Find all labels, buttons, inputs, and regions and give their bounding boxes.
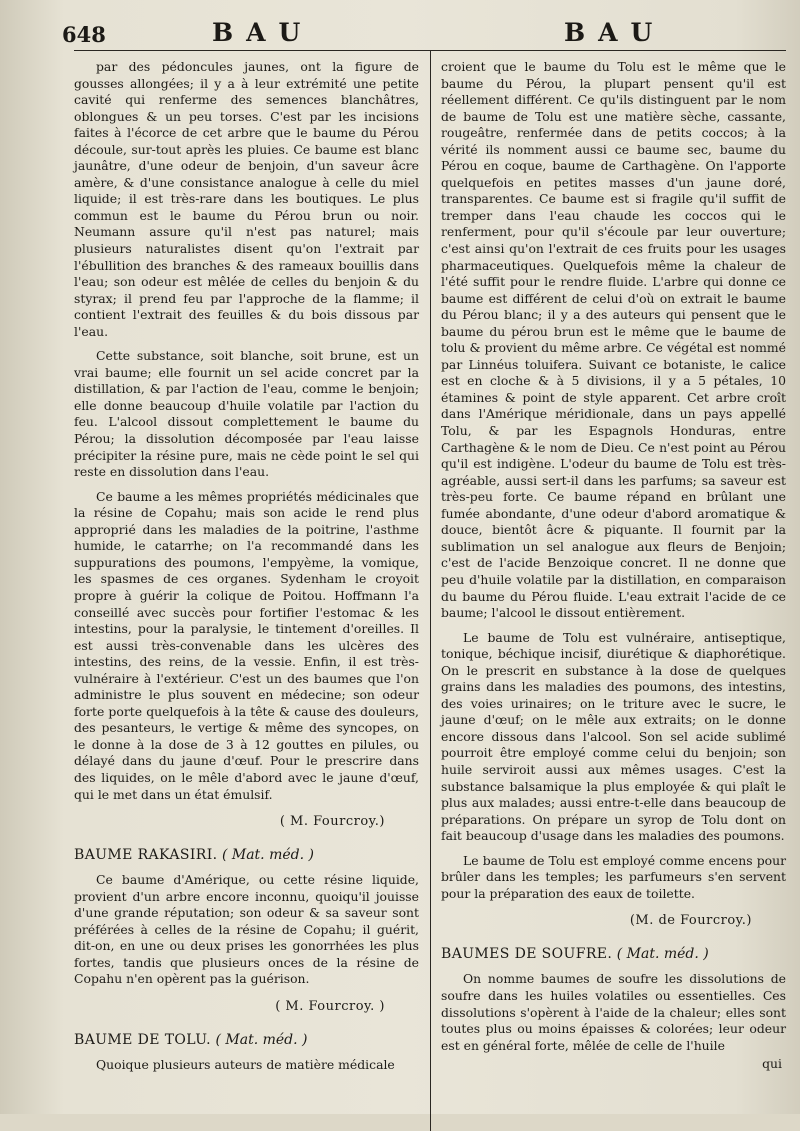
paragraph: Ce baume a les mêmes propriétés médicinales que la résine de Copahu; mais son acide le rend plus approprié dans les maladies de la poitrine, l'asthme humide, le catarrhe; on l'a recommandé dans les suppurations des poumons, l'empyème, la vomique, les spasmes de ces organes. Sydenham le croyoit propre à guérir la colique de Poitou. Hoffmann l'a conseillé avec succès pour fortifier l'estomac & les intestins, pour la paralysie, le tintement d'oreilles. Il est aussi très-convenable dans les ulcères des intestins, des reins, de la vessie. Enfin, il est très-vulnéraire à l'extérieur. C'est un des baumes que l'on administre le plus souvent en médecine; son odeur forte porte quelquefois à la tête & cause des douleurs, des pesanteurs, le vertige & même des syncopes, on le donne à la dose de 3 à 12 gouttes en pilules, ou délayé dans du jaune d'œuf. Pour le prescrire dans des liquides, on le mêle d'abord avec le jaune d'œuf, qui le met dans un état émulsif. bbox=[74, 488, 419, 802]
entry-title: BAUMES DE SOUFRE. bbox=[441, 945, 613, 962]
entry-heading bbox=[441, 946, 786, 963]
paragraph: par des pédoncules jaunes, ont la figure de gousses allongées; il y a à leur extrémité une petite cavité qui renferme des semences blanchâtres, oblongues & un peu torses. C'est par les incisions faites à l'écorce de cet arbre que le baume du Pérou découle, sur-tout après les pluies. Ce baume est blanc jaunâtre, d'une odeur de benjoin, d'un saveur âcre amère, & d'une consistance analogue à celle du miel liquide; il est très-rare dans les boutiques. Le plus commun est le baume du Pérou brun ou noir. Neumann assure qu'il n'est pas naturel; mais plusieurs naturalistes disent qu'on l'extrait par l'ébullition des branches & des rameaux bouillis dans l'eau; son odeur est mêlée de celles du benjoin & du styrax; il prend feu par l'approche de la flamme; il contient l'extrait des feuilles & du bois dissous par l'eau. bbox=[74, 59, 419, 339]
entry-tag: ( Mat. méd. ) bbox=[221, 846, 314, 863]
catchword: qui bbox=[762, 1056, 782, 1072]
paragraph: Le baume de Tolu est employé comme encens pour brûler dans les temples; les parfumeurs s'en servent pour la préparation des eaux de toilette. bbox=[441, 852, 786, 901]
entry-heading bbox=[74, 847, 419, 864]
running-head-left: BAU bbox=[212, 18, 314, 47]
paragraph: Quoique plusieurs auteurs de matière médicale bbox=[96, 1057, 395, 1073]
paragraph: Ce baume d'Amérique, ou cette résine liquide, provient d'un arbre encore inconnu, quoiqu'il jouisse d'une grande réputation; son odeur & sa saveur sont préférées à celles de la résine de Copahu; il guérit, dit-on, en une ou deux prises les gonorrhées les plus fortes, tandis que plusieurs onces de la résine de Copahu n'en opèrent pas la guérison. bbox=[74, 872, 419, 987]
text-columns bbox=[74, 59, 786, 1074]
column-rule bbox=[430, 51, 431, 1131]
entry-title: BAUME DE TOLU. bbox=[74, 1031, 212, 1048]
running-head-right: BAU bbox=[564, 18, 666, 47]
entry-heading bbox=[74, 1032, 419, 1049]
author-signature: ( M. Fourcroy.) bbox=[279, 814, 385, 830]
entry-title: BAUME RAKASIRI. bbox=[74, 846, 218, 863]
paragraph: On nomme baumes de soufre les dissolutions de soufre dans les huiles volatiles ou essentielles. Ces dissolutions s'opèrent à l'aide de la chaleur; elles sont toutes plus ou moins épaisses & colorées; leur odeur est en général forte, mêlée de celle de l'huile bbox=[441, 971, 786, 1053]
page-header bbox=[62, 18, 786, 51]
paragraph: Le baume de Tolu est vulnéraire, antiseptique, tonique, béchique incisif, diurétique & diaphorétique. On le prescrit en substance à la dose de quelques grains dans les maladies des poumons, des intestins, des voies urinaires; on le triture avec le sucre, le jaune d'œuf; on le mêle aux extraits; on le donne encore dissous dans l'alcool. Son sel acide sublimé pourroit être employé comme celui du benjoin; son huile serviroit aussi aux mêmes usages. C'est la substance balsamique la plus employée & qui plaît le plus aux malades; aussi entre-t-elle dans beaucoup de préparations. On prépare un syrop de Tolu dont on fait beaucoup d'usage dans les maladies des poumons. bbox=[441, 629, 786, 844]
left-column bbox=[74, 59, 419, 1074]
author-signature: (M. de Fourcroy.) bbox=[629, 913, 752, 929]
entry-tag: ( Mat. méd. ) bbox=[616, 945, 709, 962]
entry-tag: ( Mat. méd. ) bbox=[215, 1031, 308, 1048]
right-column bbox=[441, 59, 786, 1074]
paragraph: Cette substance, soit blanche, soit brune, est un vrai baume; elle fournit un sel acide concret par la distillation, & par l'action de l'eau, comme le benjoin; elle donne beaucoup d'huile volatile par l'action du feu. L'alcool dissout complettement le baume du Pérou; la dissolution décomposée par l'eau laisse précipiter la résine pure, mais ne cède point le sel qui reste en dissolution dans l'eau. bbox=[74, 348, 419, 480]
page-number: 648 bbox=[62, 22, 106, 47]
author-signature: ( M. Fourcroy. ) bbox=[275, 998, 385, 1014]
paragraph: croient que le baume du Tolu est le même que le baume du Pérou, la plupart pensent qu'il est réellement différent. Ce qu'ils distinguent par le nom de baume de Tolu est une matière sèche, cassante, rougeâtre, renfermée dans de petits coccos; à la vérité ils nomment aussi ce baume sec, baume du Pérou en coque, baume de Carthagène. On l'apporte quelquefois en petites masses d'un jaune doré, transparentes. Ce baume est si fragile qu'il suffit de tremper dans l'eau chaude les coccos qui le renferment, pour qu'il s'écoule par leur ouverture; c'est ainsi qu'on l'extrait de ces fruits pour les usages pharmaceutiques. Quelquefois même la chaleur de l'été suffit pour le rendre fluide. L'arbre qui donne ce baume est différent de celui d'où on extrait le baume du Pérou blanc; il y a des auteurs qui pensent que le baume du pérou brun est le même que le baume de tolu & provient du même arbre. Ce végétal est nommé par Linnéus toluifera. Suivant ce botaniste, le calice est en cloche & à 5 divisions, il y a 5 pétales, 10 étamines & point de style apparent. Cet arbre croît dans l'Amérique méridionale, dans un pays appellé Tolu, & par les Espagnols Honduras, entre Carthagène & le nom de Dieu. Ce n'est point au Pérou qu'il est indigène. L'odeur du baume de Tolu est très-agréable, aussi sert-il dans les parfums; sa saveur est très-peu forte. Ce baume répand en brûlant une fumée abondante, d'une odeur d'abord aromatique & douce, bientôt âcre & piquante. Il fournit par la sublimation un sel analogue aux fleurs de Benjoin; c'est de l'acide Benzoique concret. Il ne donne que peu d'huile volatile par la distillation, en comparaison du baume du Pérou fluide. L'eau extrait l'acide de ce baume; l'alcool le dissout entièrement. bbox=[441, 59, 786, 621]
